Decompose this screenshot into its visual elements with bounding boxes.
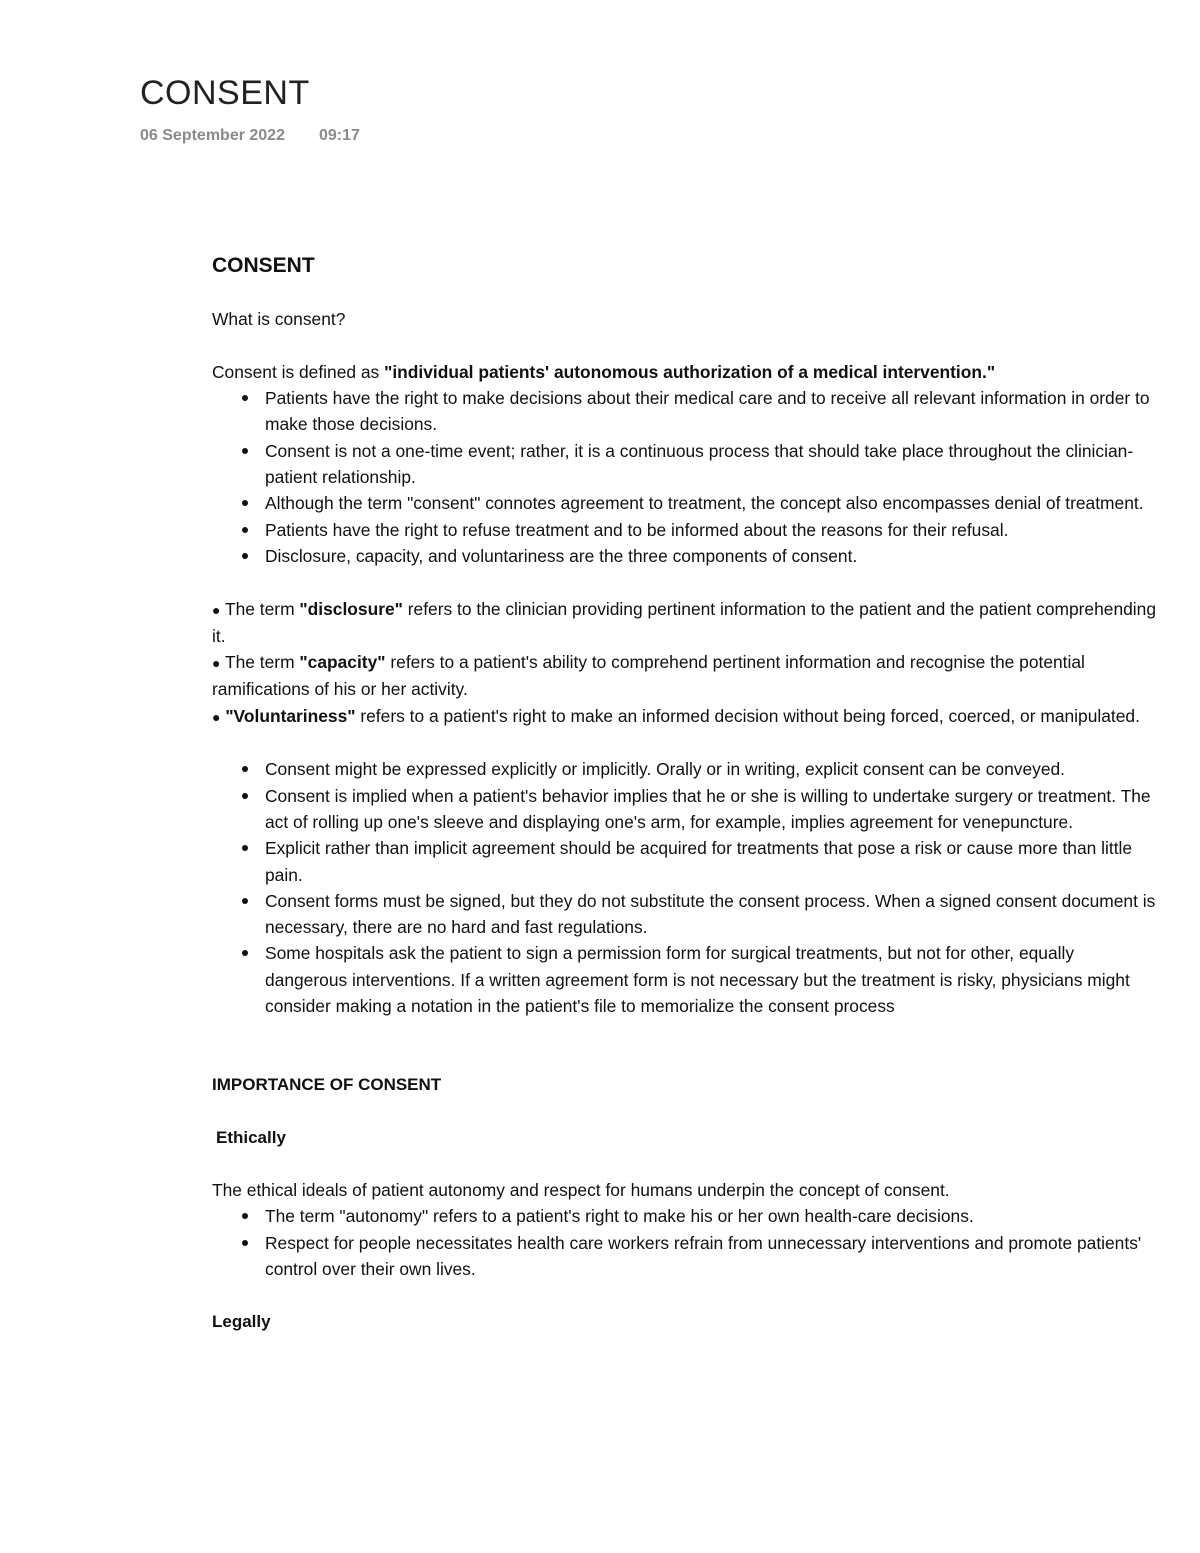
document-body xyxy=(212,252,1157,1335)
list-item: Respect for people necessitates health care workers refrain from unnecessary interventions and promote patients' control over their own lives. xyxy=(212,1230,1157,1283)
list-item: Patients have the right to refuse treatment and to be informed about the reasons for their refusal. xyxy=(212,517,1157,543)
component-lead: The term xyxy=(225,598,300,619)
list-item: Consent is not a one-time event; rather, it is a continuous process that should take place throughout the clinician-patient relationship. xyxy=(212,438,1157,491)
ethics-list xyxy=(212,1203,1157,1282)
question-text: What is consent? xyxy=(212,309,346,330)
consent-expression-list xyxy=(212,756,1157,1019)
component-text: refers to a patient's ability to comprehend pertinent information and recognise the potential ramifications of his or her activity. xyxy=(212,652,1085,700)
bullet-dot-icon: ● xyxy=(212,708,221,725)
list-item: Patients have the right to make decisions about their medical care and to receive all relevant information in order to make those decisions. xyxy=(212,385,1157,438)
list-item: The term "autonomy" refers to a patient's right to make his or her own health-care decisions. xyxy=(212,1203,1157,1229)
note-timestamp xyxy=(140,127,360,145)
component-voluntariness xyxy=(212,703,1157,730)
definition-paragraph xyxy=(212,359,1157,385)
component-text: refers to the clinician providing pertinent information to the patient and the patient comprehending it. xyxy=(212,598,1157,646)
document-heading: CONSENT xyxy=(212,254,315,277)
list-item: Consent is implied when a patient's behavior implies that he or she is willing to undertake surgery or treatment. The act of rolling up one's sleeve and displaying one's arm, for example, implies agreement for venepuncture. xyxy=(212,783,1157,836)
note-date: 06 September 2022 xyxy=(140,127,285,144)
bullet-dot-icon: ● xyxy=(212,601,221,618)
note-time: 09:17 xyxy=(318,127,360,144)
definition-quote: "individual patients' autonomous authorization of a medical intervention." xyxy=(384,361,996,382)
consent-facts-list xyxy=(212,385,1157,569)
component-term: "Voluntariness" xyxy=(225,705,356,726)
list-item: Consent forms must be signed, but they do not substitute the consent process. When a signed consent document is necessary, there are no hard and fast regulations. xyxy=(212,888,1157,941)
component-disclosure xyxy=(212,596,1157,650)
component-term: "disclosure" xyxy=(299,598,403,619)
definition-prefix: Consent is defined as xyxy=(212,361,385,382)
component-term: "capacity" xyxy=(299,652,386,673)
list-item: Some hospitals ask the patient to sign a permission form for surgical treatments, but not for other, equally dangerous interventions. If a written agreement form is not necessary but the treatment is risky, physicians might consider making a notation in the patient's file to memorialize the consent process xyxy=(212,940,1157,1019)
component-text: refers to a patient's right to make an informed decision without being forced, coerced, or manipulated. xyxy=(355,705,1140,726)
component-capacity xyxy=(212,649,1157,703)
bullet-dot-icon: ● xyxy=(212,655,221,672)
component-lead: The term xyxy=(225,652,300,673)
note-title: CONSENT xyxy=(140,74,310,112)
list-item: Disclosure, capacity, and voluntariness are the three components of consent. xyxy=(212,543,1157,569)
ethically-heading: Ethically xyxy=(216,1127,286,1147)
importance-heading: IMPORTANCE OF CONSENT xyxy=(212,1074,442,1094)
list-item: Although the term "consent" connotes agreement to treatment, the concept also encompasses denial of treatment. xyxy=(212,490,1157,516)
legally-heading: Legally xyxy=(212,1311,271,1331)
list-item: Consent might be expressed explicitly or implicitly. Orally or in writing, explicit consent can be conveyed. xyxy=(212,756,1157,782)
list-item: Explicit rather than implicit agreement should be acquired for treatments that pose a risk or cause more than little pain. xyxy=(212,835,1157,888)
ethically-text: The ethical ideals of patient autonomy and respect for humans underpin the concept of consent. xyxy=(212,1180,950,1201)
